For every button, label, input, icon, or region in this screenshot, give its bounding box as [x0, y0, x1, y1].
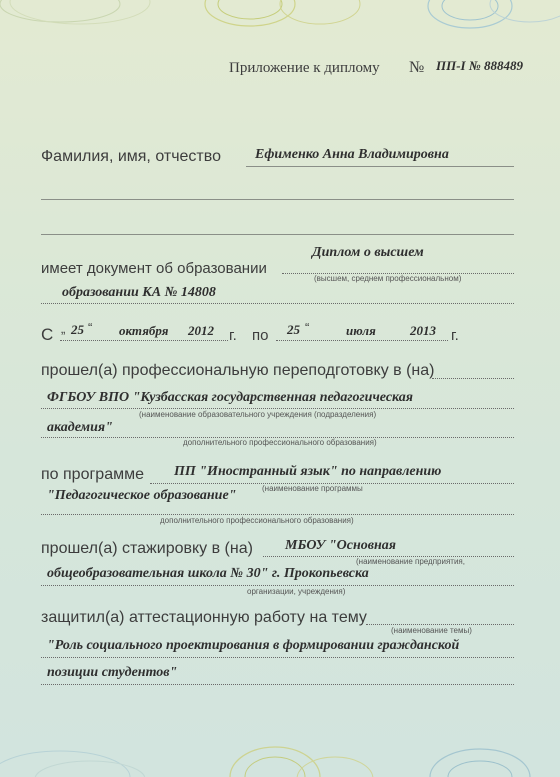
name-line-2 — [41, 199, 514, 200]
retraining-line-0 — [432, 378, 514, 379]
name-line-3 — [41, 234, 514, 235]
program-line-2 — [41, 514, 514, 515]
thesis-label: защитил(а) аттестационную работу на тему — [41, 609, 367, 626]
period-to-prefix: по — [252, 327, 269, 344]
program-label: по программе — [41, 466, 144, 483]
period-from-line — [60, 340, 228, 341]
retraining-label: прошел(а) профессиональную переподготовку в (на) — [41, 362, 435, 379]
retraining-value-1: ФГБОУ ВПО "Кузбасская государственная педагогическая — [47, 390, 413, 405]
document-hint: (высшем, среднем профессиональном) — [314, 274, 462, 283]
period-from-day: 25 — [71, 322, 84, 337]
period-from-month: октября — [119, 323, 169, 338]
internship-line-2 — [41, 585, 514, 586]
period-from-year: 2012 — [188, 323, 214, 338]
period-year-suffix: г. — [229, 327, 237, 344]
thesis-hint: (наименование темы) — [391, 626, 472, 635]
retraining-hint-1: (наименование образовательного учреждения (подразделения) — [139, 410, 377, 419]
appendix-label: Приложение к диплому — [229, 60, 380, 76]
internship-label: прошел(а) стажировку в (на) — [41, 540, 253, 557]
thesis-line-1 — [41, 657, 514, 658]
program-value-2: "Педагогическое образование" — [47, 488, 237, 503]
program-hint-1: (наименование программы — [262, 484, 363, 493]
document-line-2 — [41, 303, 514, 304]
number-sign: № — [409, 59, 425, 76]
period-from-prefix: С — [41, 325, 54, 344]
internship-value-1: МБОУ "Основная — [285, 538, 396, 553]
top-ornament — [0, 0, 560, 34]
document-value-2: образовании КА № 14808 — [62, 285, 216, 300]
name-label: Фамилия, имя, отчество — [41, 148, 221, 165]
thesis-line-0 — [366, 624, 514, 625]
diploma-appendix-page: Приложение к диплому № ПП-I № 888489 Фамилия, имя, отчество Ефименко Анна Владимировна Диплом о высшем имеет документ об образовании (высшем, среднем профессиональном) образовании КА № 14808 С „ 25 “ октября 2012 г. по 25 “ июля 2013 г. прошел(а) профессиональную переподготовку в (на) ФГБОУ ВПО "Кузбасская государственная педагогическая (наименование образовательного учреждения (подразделения) академия" дополнительного профессионального образования) по программе ПП "Иностранный язык" по направлению (наименование программы "Педагогическое образование" дополнительного профессионального образования) прошел(а) стажировку в (на) МБОУ "Основная (наименование предприятия, общеобразовательная школа № 30" г. Прокопьевска организации, учреждения) защитил(а) аттестационную работу на тему (наименование темы) "Роль социального проектирования в формировании гражданской позиции студентов" — [0, 0, 560, 777]
period-to-day: 25 — [287, 322, 300, 337]
retraining-line-1 — [41, 408, 514, 409]
name-line — [246, 166, 514, 167]
bottom-ornament — [0, 727, 560, 777]
retraining-value-2: академия" — [47, 420, 113, 435]
period-to-year: 2013 — [410, 323, 436, 338]
internship-value-2: общеобразовательная школа № 30" г. Прокопьевска — [47, 566, 369, 581]
period-to-month: июля — [346, 323, 376, 338]
internship-hint-2: организации, учреждения) — [247, 587, 346, 596]
thesis-value-2: позиции студентов" — [47, 665, 178, 680]
retraining-hint-2: дополнительного профессионального образования) — [183, 438, 377, 447]
document-label: имеет документ об образовании — [41, 260, 267, 277]
document-value-1: Диплом о высшем — [312, 245, 424, 260]
program-value-1: ПП "Иностранный язык" по направлению — [174, 464, 442, 479]
name-value: Ефименко Анна Владимировна — [255, 147, 449, 162]
period-year-suffix-2: г. — [451, 327, 459, 344]
internship-hint-1: (наименование предприятия, — [356, 557, 465, 566]
period-to-line — [276, 340, 448, 341]
thesis-line-2 — [41, 684, 514, 685]
program-hint-2: дополнительного профессионального образования) — [160, 516, 354, 525]
diploma-number: ПП-I № 888489 — [436, 58, 524, 73]
thesis-value-1: "Роль социального проектирования в формировании гражданской — [47, 638, 460, 653]
